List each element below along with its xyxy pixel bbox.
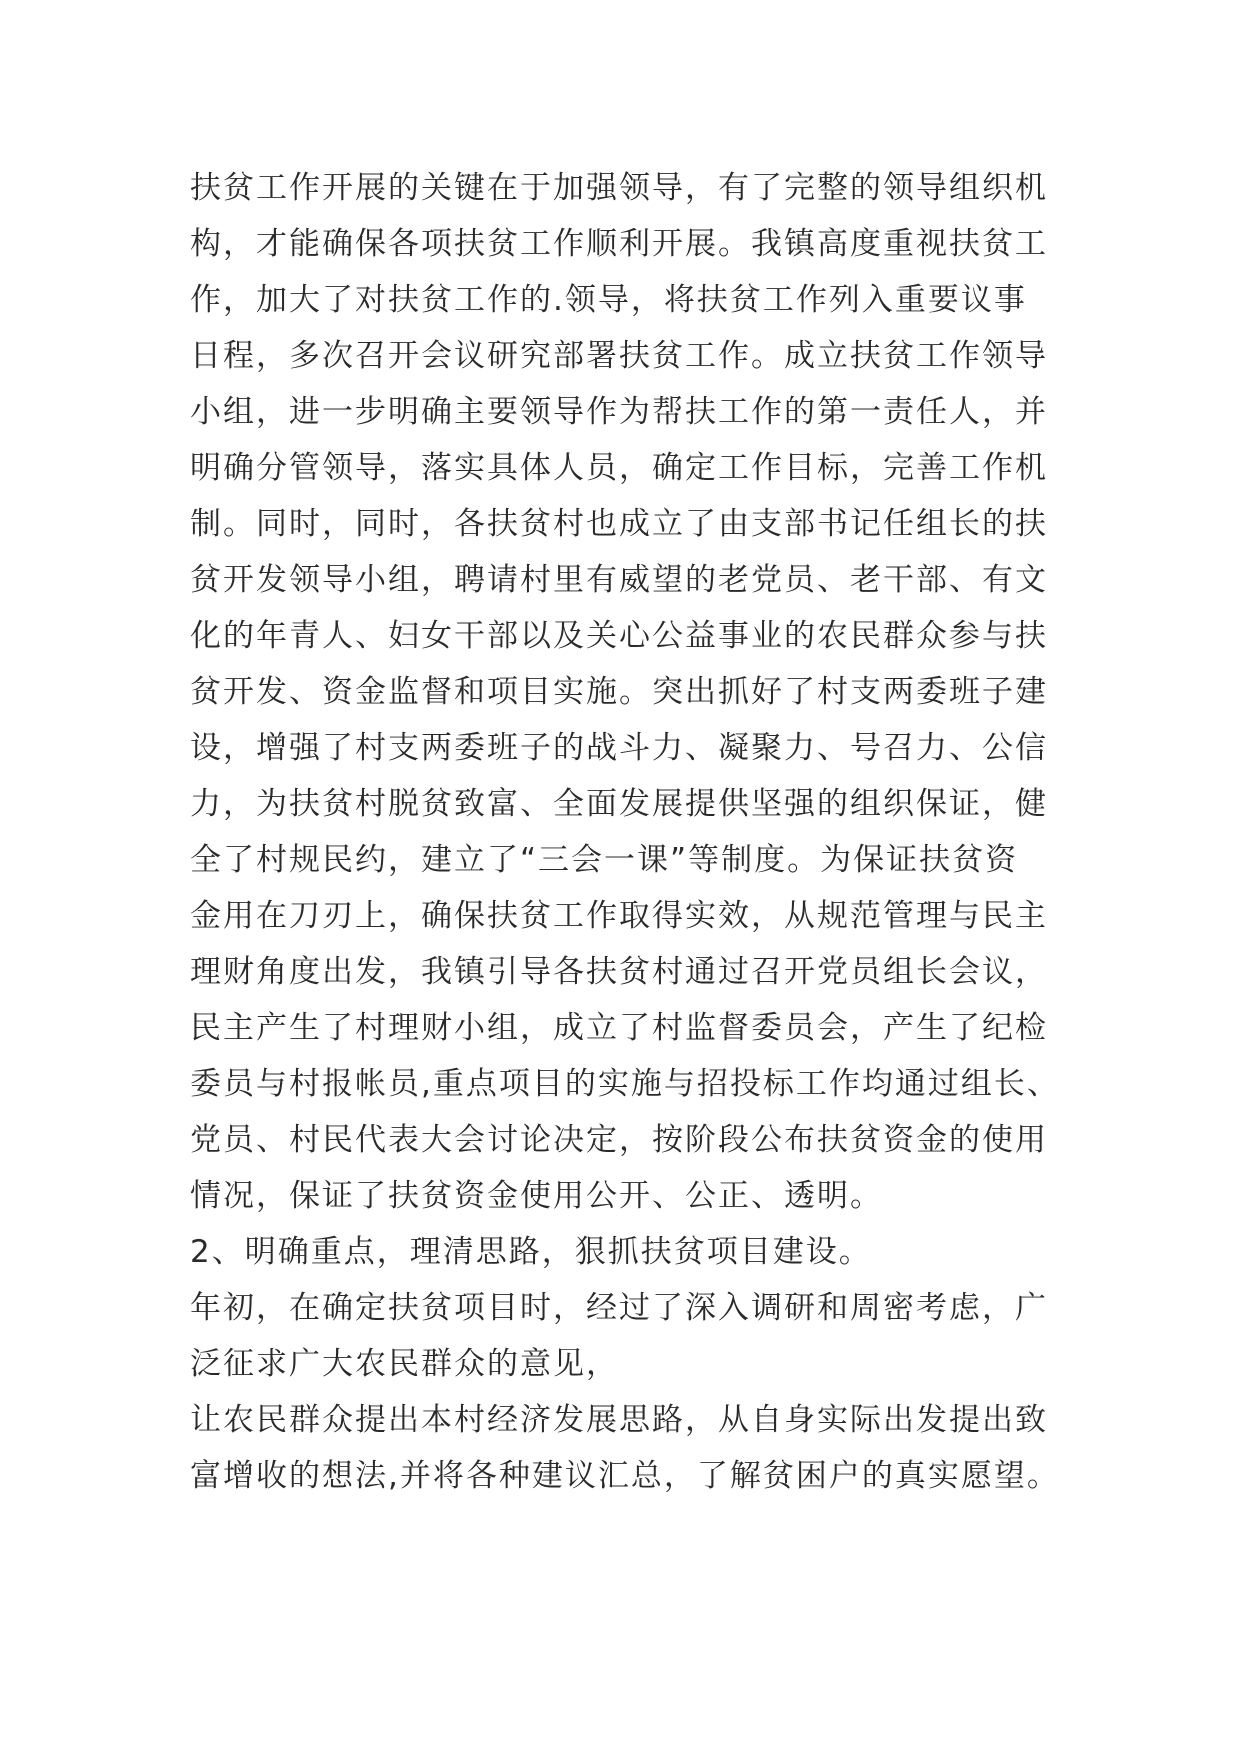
- text-line: 民主产生了村理财小组，成立了村监督委员会，产生了纪检: [190, 1010, 1048, 1046]
- text-line: 情况，保证了扶贫资金使用公开、公正、透明。: [190, 1178, 883, 1214]
- text-line: 化的年青人、妇女干部以及关心公益事业的农民群众参与扶: [190, 618, 1048, 654]
- text-line: 小组，进一步明确主要领导作为帮扶工作的第一责任人，并: [190, 394, 1048, 430]
- text-line: 金用在刀刃上，确保扶贫工作取得实效，从规范管理与民主: [190, 898, 1048, 934]
- text-line: 贫开发领导小组，聘请村里有威望的老党员、老干部、有文: [190, 562, 1048, 598]
- text-line: 明确分管领导，落实具体人员，确定工作目标，完善工作机: [190, 450, 1048, 486]
- text-line: 委员与村报帐员,重点项目的实施与招投标工作均通过组长、: [190, 1066, 1060, 1102]
- text-line: 理财角度出发，我镇引导各扶贫村通过召开党员组长会议，: [190, 954, 1048, 990]
- text-line: 作，加大了对扶贫工作的.领导，将扶贫工作列入重要议事: [190, 282, 1027, 318]
- text-line: 年初，在确定扶贫项目时，经过了深入调研和周密考虑，广: [190, 1290, 1048, 1326]
- text-line: 富增收的想法,并将各种建议汇总，了解贫困户的真实愿望。: [190, 1458, 1060, 1494]
- text-line: 力，为扶贫村脱贫致富、全面发展提供坚强的组织保证，健: [190, 786, 1048, 822]
- text-line: 党员、村民代表大会讨论决定，按阶段公布扶贫资金的使用: [190, 1122, 1048, 1158]
- text-line: 扶贫工作开展的关键在于加强领导，有了完整的领导组织机: [190, 170, 1048, 206]
- text-line: 构，才能确保各项扶贫工作顺利开展。我镇高度重视扶贫工: [190, 226, 1048, 262]
- section-heading: 2、明确重点，理清思路，狠抓扶贫项目建设。: [190, 1234, 872, 1270]
- text-line: 设，增强了村支两委班子的战斗力、凝聚力、号召力、公信: [190, 730, 1048, 766]
- text-line: 贫开发、资金监督和项目实施。突出抓好了村支两委班子建: [190, 674, 1048, 710]
- text-line: 让农民群众提出本村经济发展思路，从自身实际出发提出致: [190, 1402, 1048, 1438]
- text-line: 日程，多次召开会议研究部署扶贫工作。成立扶贫工作领导: [190, 338, 1048, 374]
- body-text: [190, 160, 1070, 1504]
- text-line: 全了村规民约，建立了“三会一课”等制度。为保证扶贫资: [190, 842, 1019, 878]
- text-line: 泛征求广大农民群众的意见，: [190, 1346, 619, 1382]
- text-line: 制。同时，同时，各扶贫村也成立了由支部书记任组长的扶: [190, 506, 1048, 542]
